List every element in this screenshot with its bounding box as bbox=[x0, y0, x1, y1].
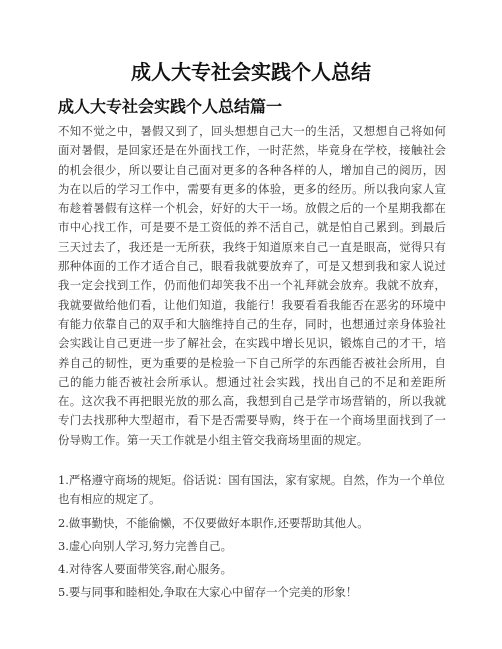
body-paragraph: 不知不觉之中，暑假又到了，回头想想自己大一的生活，又想想自己将如何面对暑假，是回家还是在外面找工作，一时茫然，毕竟身在学校，接触社会的机会很少，所以要让自己面对更多的各种各样的人，增加自己的阅历，因为在以后的学习工作中，需要有更多的体验，更多的经历。所以我向家人宣布趁着暑假有这样一个机会，好好的大干一场。放假之后的一个星期我都在市中心找工作，可是要不是工资低的养不活自己，就是怕自己累到。到最后三天过去了，我还是一无所获，我终于知道原来自己一直是眼高，觉得只有那种体面的工作才适合自己，眼看我就要放弃了，可是又想到我和家人说过我一定会找到工作，仍而他们却笑我不出一个礼拜就会放弃。我就不放弃，我就要做给他们看，让他们知道，我能行！我要看看我能否在恶劣的环境中有能力依靠自己的双手和大脑维持自己的生存，同时，也想通过亲身体验社会实践让自己更进一步了解社会，在实践中增长见识，锻炼自己的才干，培养自己的韧性，更为重要的是检验一下自己所学的东西能否被社会所用，自己的能力能否被社会所承认。想通过社会实践，找出自己的不足和差距所在。这次我不再把眼光放的那么高，我想到自己是学市场营销的，所以我就专门去找那种大型超市，看下是否需要导购，终于在一个商场里面找到了一份导购工作。第一天工作就是小组主管交我商场里面的规定。 bbox=[58, 124, 446, 447]
rule-item-2: 2.做事勤快，不能偷懒，不仅要做好本职作,还要帮助其他人。 bbox=[58, 515, 369, 530]
document-title: 成人大专社会实践个人总结 bbox=[131, 60, 371, 84]
rule-item-3: 3.虚心向别人学习,努力完善自己。 bbox=[58, 538, 232, 553]
rule-item-1: 1.严格遵守商场的规矩。俗话说：国有国法，家有家规。自然，作为一个单位也有相应的规定了。 bbox=[58, 473, 445, 507]
section-title: 成人大专社会实践个人总结篇一 bbox=[58, 97, 283, 116]
rules-list bbox=[58, 471, 448, 607]
rule-item-5: 5.要与同事和睦相处,争取在大家心中留存一个完美的形象！ bbox=[58, 585, 358, 600]
rule-item-4: 4.对待客人要面带笑容,耐心服务。 bbox=[58, 562, 232, 577]
